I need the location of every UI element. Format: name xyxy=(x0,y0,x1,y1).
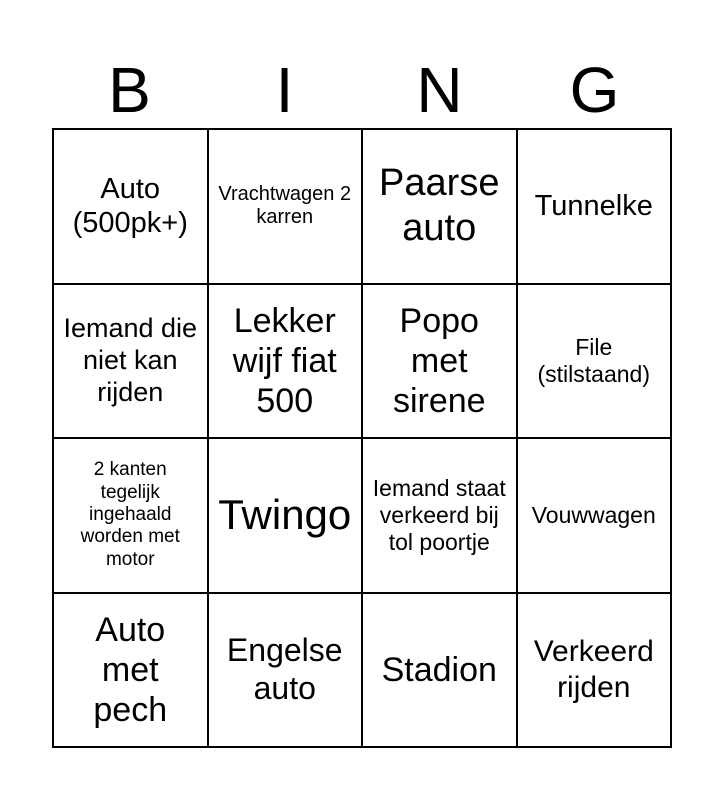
cell-text: Vrachtwagen 2 karren xyxy=(218,182,352,229)
bingo-cell[interactable] xyxy=(54,594,209,749)
header-letter-g: G xyxy=(569,54,620,126)
cell-text: File (stilstaand) xyxy=(537,333,650,387)
bingo-cell[interactable] xyxy=(518,439,673,594)
cell-text: Iemand die niet kan rijden xyxy=(63,312,198,407)
cell-text: Stadion xyxy=(381,650,497,689)
cell-text: Vouwwagen xyxy=(531,501,656,528)
bingo-cell[interactable] xyxy=(209,130,364,285)
bingo-cell[interactable] xyxy=(363,285,518,440)
bingo-cell[interactable] xyxy=(363,439,518,594)
bingo-board xyxy=(52,128,672,748)
bingo-cell[interactable] xyxy=(363,130,518,285)
header-letter-b: B xyxy=(108,54,151,126)
cell-text: Popo met sirene xyxy=(392,301,486,420)
bingo-cell[interactable] xyxy=(54,439,209,594)
cell-text: Tunnelke xyxy=(534,190,653,223)
cell-text: Auto met pech xyxy=(93,610,168,729)
bingo-cell[interactable] xyxy=(54,130,209,285)
bingo-cell[interactable] xyxy=(363,594,518,749)
bingo-header xyxy=(52,52,672,128)
bingo-cell[interactable] xyxy=(54,285,209,440)
bingo-cell[interactable] xyxy=(209,285,364,440)
header-letter-n: N xyxy=(416,54,463,126)
header-letter-i: I xyxy=(275,54,294,126)
bingo-cell[interactable] xyxy=(209,439,364,594)
cell-text: 2 kanten tegelijk ingehaald worden met motor xyxy=(80,459,180,570)
cell-text: Twingo xyxy=(218,491,352,539)
bingo-cell[interactable] xyxy=(518,594,673,749)
cell-text: Lekker wijf fiat 500 xyxy=(232,301,337,420)
cell-text: Engelse auto xyxy=(226,632,343,706)
cell-text: Verkeerd rijden xyxy=(533,635,654,704)
cell-text: Auto (500pk+) xyxy=(72,173,188,240)
bingo-cell[interactable] xyxy=(209,594,364,749)
cell-text: Iemand staat verkeerd bij tol poortje xyxy=(372,474,506,555)
cell-text: Paarse auto xyxy=(379,162,500,250)
bingo-cell[interactable] xyxy=(518,285,673,440)
bingo-cell[interactable] xyxy=(518,130,673,285)
